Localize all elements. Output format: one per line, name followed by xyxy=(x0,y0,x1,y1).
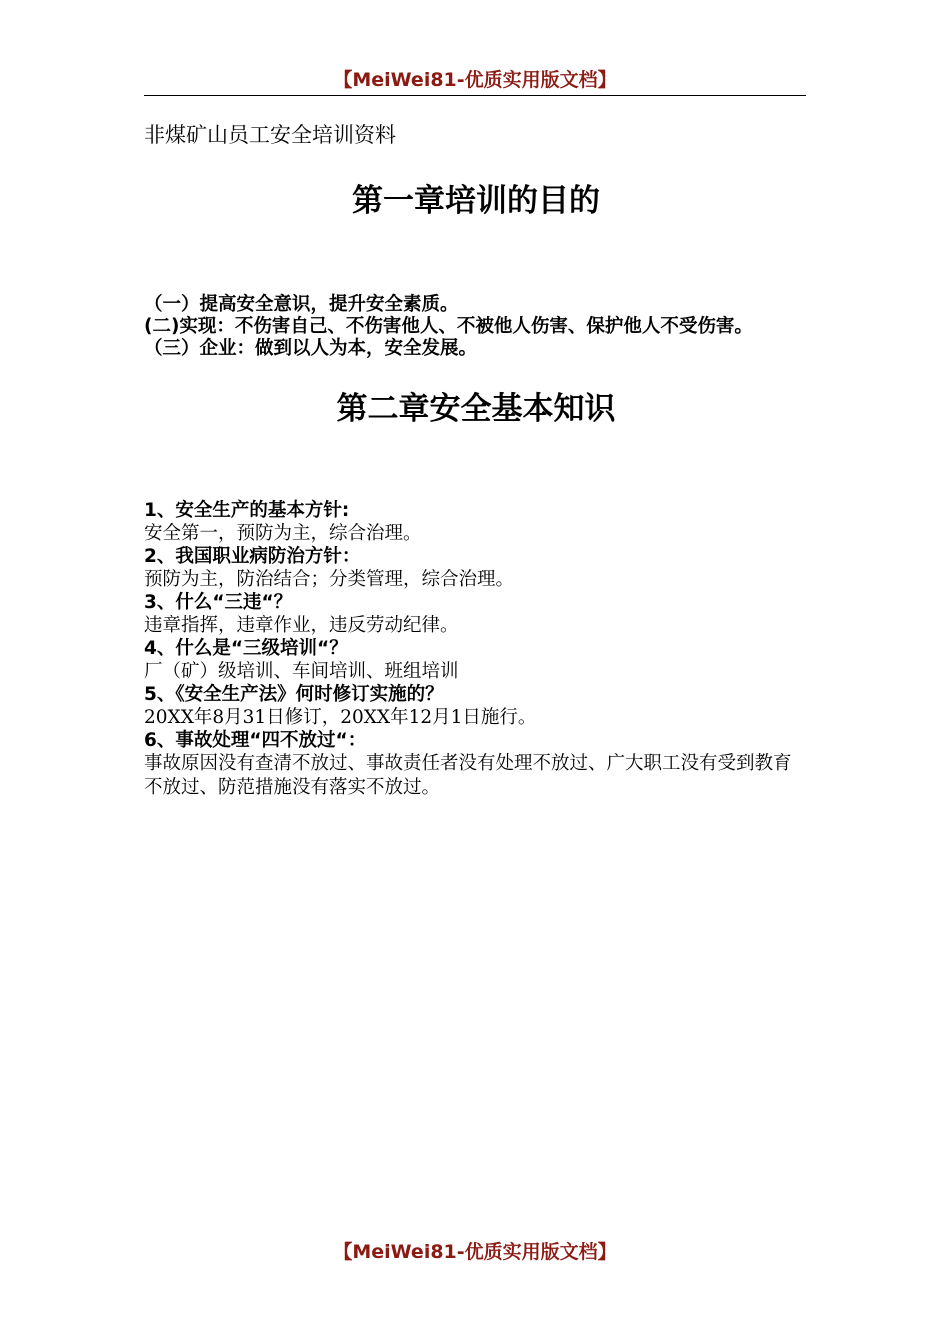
answer-3: 违章指挥，违章作业，违反劳动纪律。 xyxy=(144,615,459,636)
chapter-2-title: 第二章安全基本知识 xyxy=(336,391,616,427)
purpose-item-2: (二)实现：不伤害自己、不伤害他人、不被他人伤害、保护他人不受伤害。 xyxy=(144,316,753,337)
question-3: 3、什么“三违“？ xyxy=(144,592,293,613)
header-divider xyxy=(144,95,806,96)
chapter-1-title: 第一章培训的目的 xyxy=(352,183,600,219)
document-body xyxy=(144,118,808,800)
answer-2: 预防为主，防治结合；分类管理，综合治理。 xyxy=(144,569,515,590)
question-2: 2、我国职业病防治方针： xyxy=(144,546,361,567)
chapter-1-purpose-list xyxy=(144,294,808,360)
question-4: 4、什么是“三级培训“？ xyxy=(144,638,348,659)
answer-6: 事故原因没有查清不放过、事故责任者没有处理不放过、广大职工没有受到教育不放过、防范措施没有落实不放过。 xyxy=(144,753,792,798)
document-subtitle: 非煤矿山员工安全培训资料 xyxy=(144,123,396,147)
answer-4: 厂（矿）级培训、车间培训、班组培训 xyxy=(144,661,459,682)
question-6: 6、事故处理“四不放过“： xyxy=(144,730,367,751)
page-header: 【MeiWei81-优质实用版文档】 xyxy=(333,69,617,91)
purpose-item-3: （三）企业：做到以人为本，安全发展。 xyxy=(144,338,478,359)
page-footer: 【MeiWei81-优质实用版文档】 xyxy=(333,1241,617,1263)
question-1: 1、安全生产的基本方针: xyxy=(144,500,350,521)
question-5: 5、《安全生产法》何时修订实施的？ xyxy=(144,684,444,705)
chapter-2-qa-list xyxy=(144,500,808,800)
answer-5: 20XX年8月31日修订，20XX年12月1日施行。 xyxy=(144,707,537,728)
purpose-item-1: （一）提高安全意识，提升安全素质。 xyxy=(144,294,459,315)
answer-1: 安全第一，预防为主，综合治理。 xyxy=(144,523,422,544)
